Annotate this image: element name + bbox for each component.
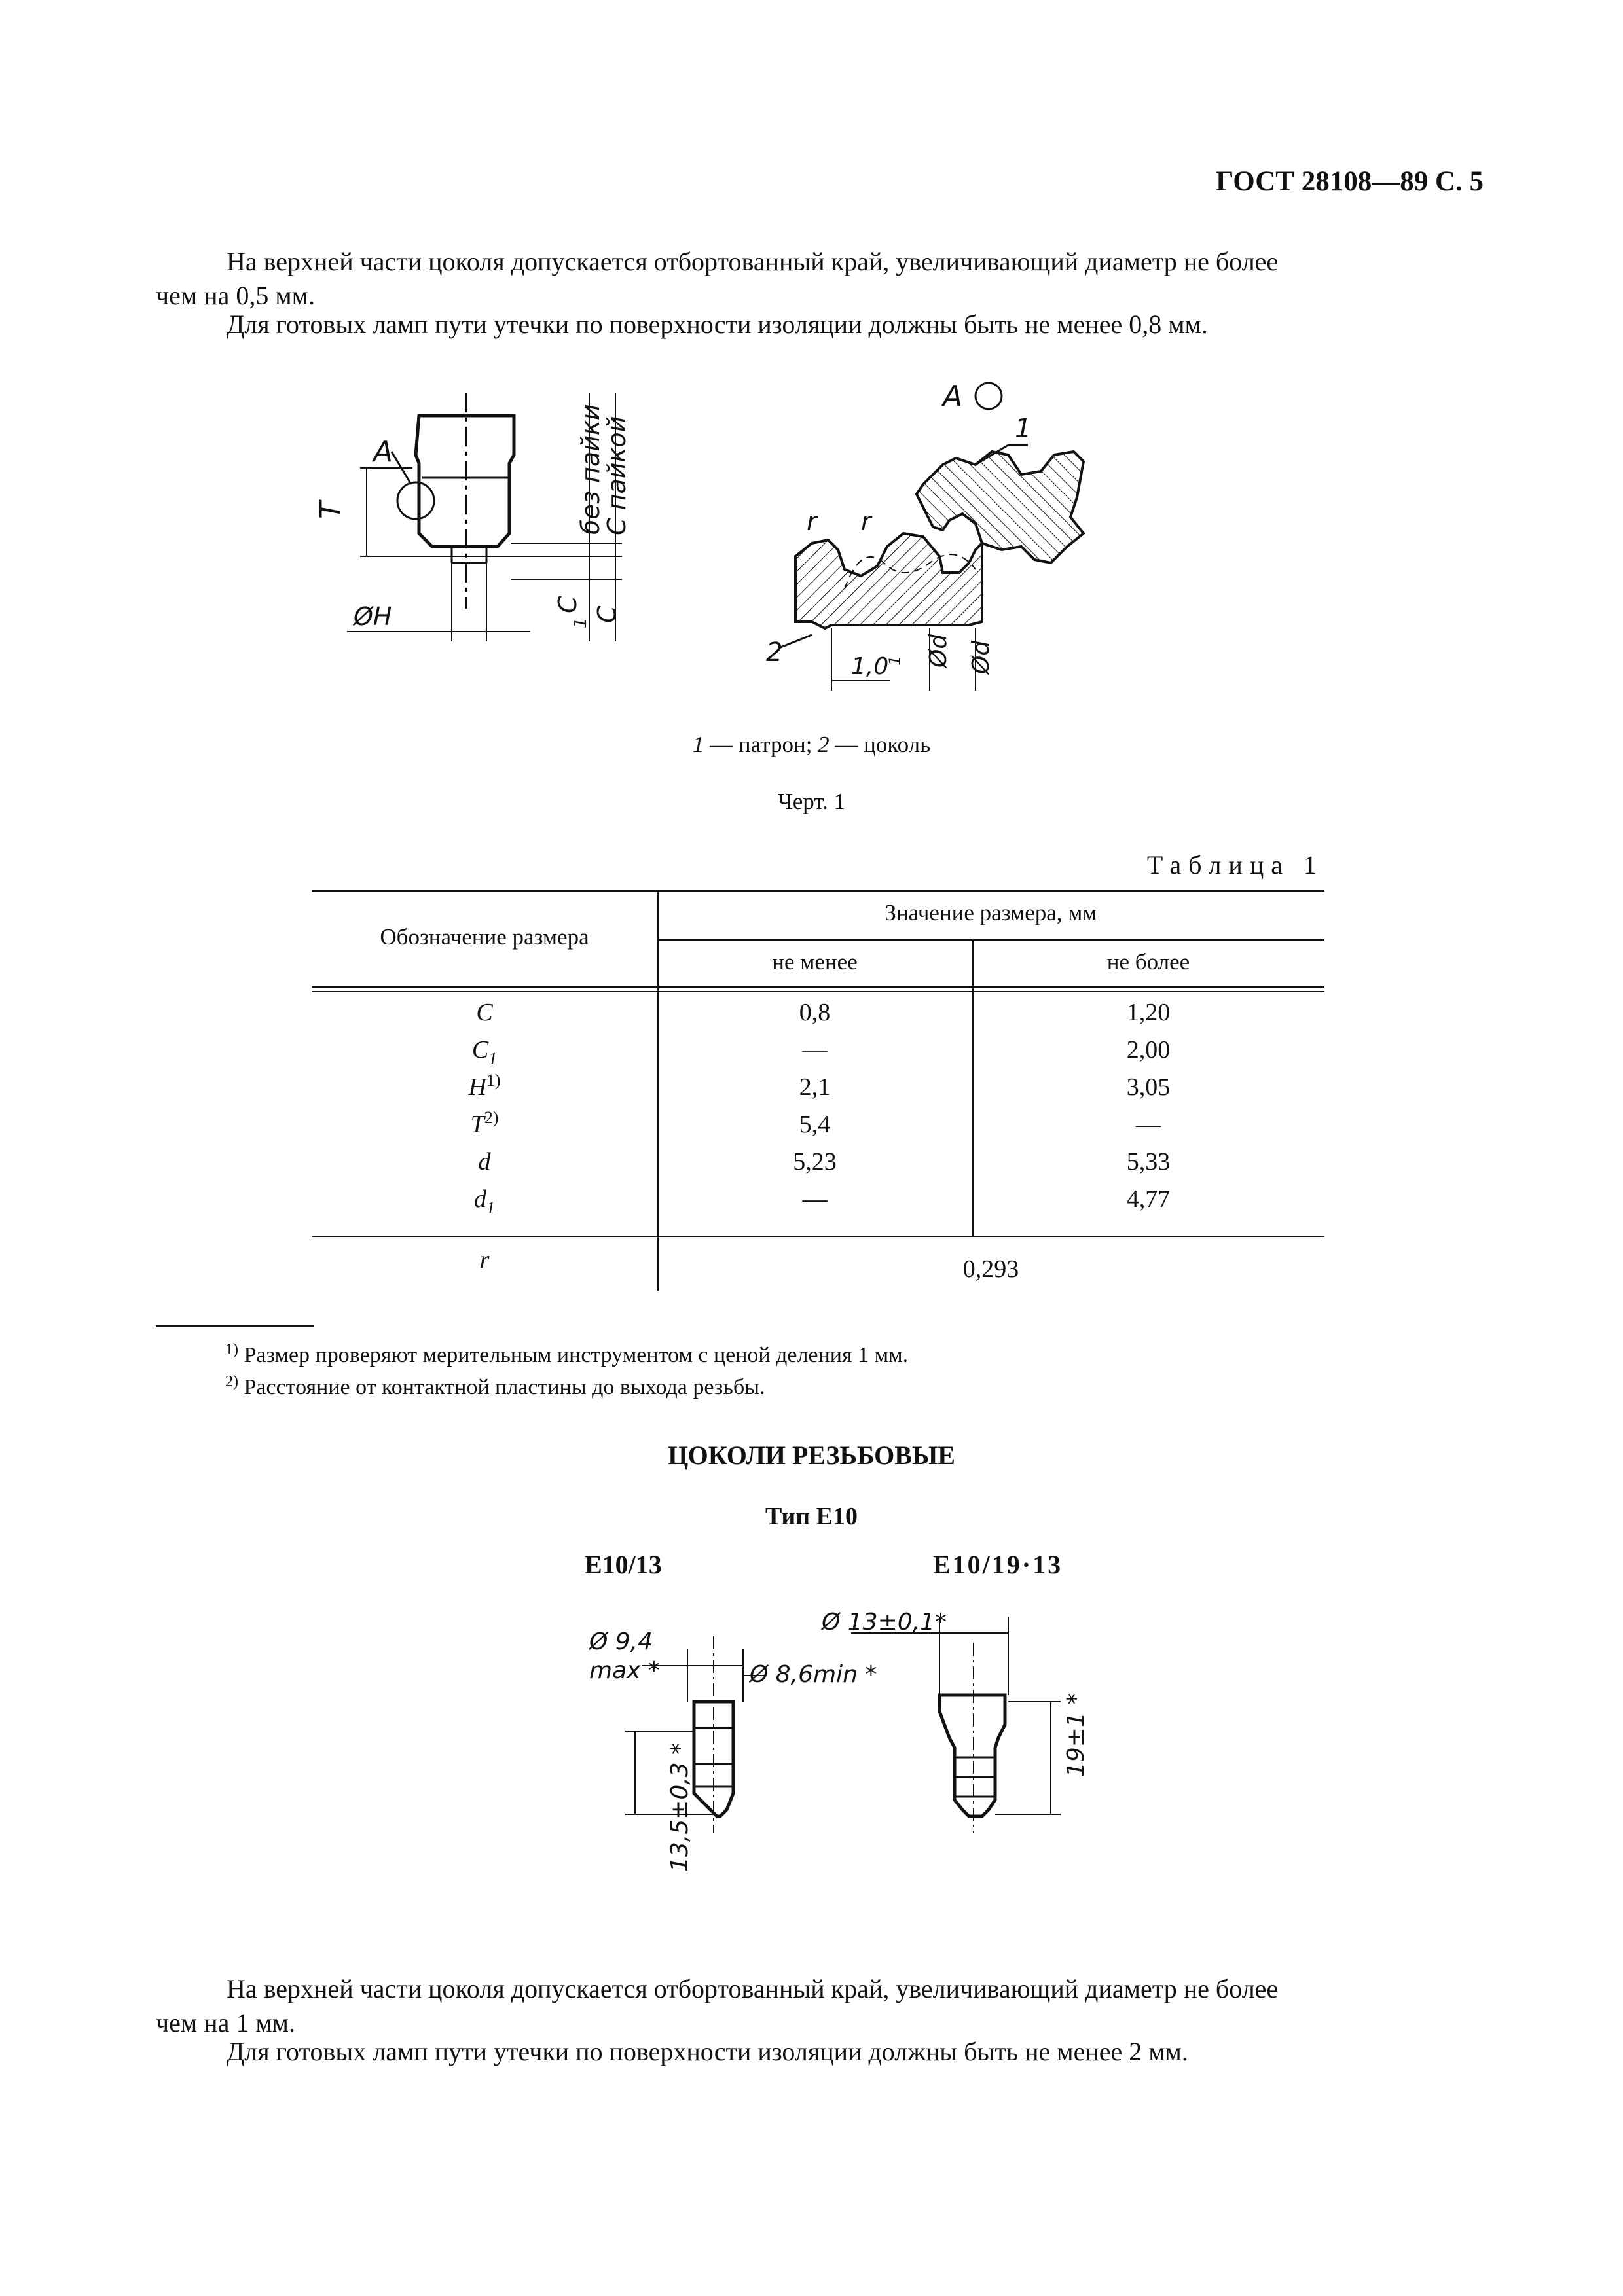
row-symbol xyxy=(312,1185,657,1217)
row-max: — xyxy=(1136,1111,1161,1138)
section-subtitle: Тип Е10 xyxy=(765,1503,858,1530)
legend-text-1: — патрон; xyxy=(704,732,818,757)
row-min: 5,4 xyxy=(799,1111,831,1138)
fig2-label-19: 19±1 * xyxy=(1063,1693,1089,1777)
intro-line-2: чем на 0,5 мм. xyxy=(156,281,315,310)
row-max: 5,33 xyxy=(1126,1148,1171,1175)
row-min: — xyxy=(802,1185,828,1213)
table-head-double-rule xyxy=(312,986,1324,992)
row-symbol xyxy=(312,1073,657,1102)
table-top-rule xyxy=(312,890,1324,892)
table-1-title: Таблица 1 xyxy=(1146,850,1324,880)
left-caption: Е10/13 xyxy=(585,1550,662,1579)
figure-1-caption: Черт. 1 xyxy=(778,789,845,814)
figure-1-legend xyxy=(0,732,1623,758)
outro-line-2: чем на 1 мм. xyxy=(156,2008,295,2037)
row-symbol xyxy=(312,1035,657,1068)
legend-num-2: 2 xyxy=(818,732,830,757)
outro-paragraph-1 xyxy=(156,1972,1485,2040)
fig1-label-t: Т xyxy=(314,501,348,519)
footnotes xyxy=(225,1340,908,1405)
fig2-label-135: 13,5±0,3 * xyxy=(666,1742,693,1872)
row-min: — xyxy=(802,1036,828,1064)
table-row xyxy=(312,998,1324,1035)
row-min: 2,1 xyxy=(799,1073,831,1101)
fig1-label-a: А xyxy=(373,435,393,469)
row-symbol xyxy=(312,998,657,1027)
intro-paragraph-1 xyxy=(156,245,1485,313)
footnote-mark: 1) xyxy=(225,1341,238,1358)
row-symbol xyxy=(312,1147,657,1176)
footnote-mark: 2) xyxy=(225,1373,238,1390)
footnote-1 xyxy=(225,1340,908,1372)
fig1-label-bez-paiki: без пайки xyxy=(576,404,605,535)
row-max: 2,00 xyxy=(1126,1036,1171,1064)
row-min: 5,23 xyxy=(793,1148,837,1175)
footnote-text: Расстояние от контактной пластины до выхода резьбы. xyxy=(244,1375,765,1399)
section-title: ЦОКОЛИ РЕЗЬБОВЫЕ xyxy=(668,1441,955,1470)
fig1-label-10: 1,0 xyxy=(851,653,889,680)
row-symbol xyxy=(312,1110,657,1139)
fig1-label-h: ØН xyxy=(354,602,392,631)
row-symbol-sub: 1 xyxy=(488,1049,498,1068)
table-col-max: не более xyxy=(1106,949,1190,975)
table-col-min: не менее xyxy=(772,949,858,975)
fig2-label-max: max * xyxy=(589,1657,660,1684)
fig2-label-d86: Ø 8,6min * xyxy=(750,1661,877,1688)
row-symbol-text: C xyxy=(471,1036,489,1064)
fig1-label-d1-sub: 1 xyxy=(886,655,904,666)
intro-line-1: На верхней части цоколя допускается отбортованный край, увеличивающий диаметр не более xyxy=(227,247,1279,276)
table-col-designation: Обозначение размера xyxy=(380,924,589,950)
figure-2-drawing xyxy=(576,1597,1100,1957)
row-max: 1,20 xyxy=(1126,999,1171,1026)
row-symbol-sup: 2) xyxy=(484,1108,499,1127)
fig1-label-detail-a: А xyxy=(943,380,963,413)
row-max: 4,77 xyxy=(1126,1185,1171,1213)
row-symbol-text: d xyxy=(478,1148,491,1175)
row-symbol-sub: 1 xyxy=(486,1198,495,1217)
row-symbol-text: d xyxy=(474,1185,486,1213)
fig1-label-c: С xyxy=(553,596,582,613)
legend-text-2: — цоколь xyxy=(829,732,931,757)
row-max: 3,05 xyxy=(1126,1073,1171,1101)
table-r-rule xyxy=(312,1236,1324,1237)
right-caption: Е10/19·13 xyxy=(933,1550,1063,1579)
table-1 xyxy=(312,890,1324,1291)
fig1-label-r2: r xyxy=(861,507,871,536)
table-row xyxy=(312,1073,1324,1110)
outro-line-1: На верхней части цоколя допускается отбортованный край, увеличивающий диаметр не более xyxy=(227,1974,1279,2003)
fig1-label-1: 1 xyxy=(1015,414,1032,444)
legend-num-1: 1 xyxy=(692,732,704,757)
row-symbol-sup: 1) xyxy=(486,1071,501,1090)
footnote-rule xyxy=(156,1325,314,1327)
table-r-value: 0,293 xyxy=(962,1255,1019,1283)
outro-paragraph-2: Для готовых ламп пути утечки по поверхности изоляции должны быть не менее 2 мм. xyxy=(227,2037,1188,2066)
fig1-label-r1: r xyxy=(807,507,817,536)
table-row xyxy=(312,1147,1324,1185)
table-col-value: Значение размера, мм xyxy=(884,900,1097,925)
fig1-label-2: 2 xyxy=(766,637,783,668)
fig1-label-d: Ød xyxy=(968,640,994,674)
fig1-label-s-paikoi: С пайкой xyxy=(602,416,631,535)
row-symbol-text: T xyxy=(470,1111,484,1138)
intro-paragraph-2: Для готовых ламп пути утечки по поверхности изоляции должны быть не менее 0,8 мм. xyxy=(227,310,1208,339)
table-row xyxy=(312,1185,1324,1222)
table-row xyxy=(312,1035,1324,1073)
fig1-label-d1: Ød xyxy=(925,634,952,668)
fig2-label-d13: Ø 13±0,1* xyxy=(822,1609,947,1636)
fig2-label-d94: Ø 9,4 xyxy=(589,1628,653,1655)
row-symbol-text: H xyxy=(468,1073,486,1101)
row-symbol-text: C xyxy=(476,999,493,1026)
figure-1-drawing xyxy=(314,367,1165,707)
table-r-symbol: r xyxy=(479,1246,490,1274)
footnote-text: Размер проверяют мерительным инструментом с ценой деления 1 мм. xyxy=(244,1343,909,1367)
table-row xyxy=(312,1110,1324,1147)
fig1-label-c1-sub: 1 xyxy=(571,617,591,628)
table-head-subrule xyxy=(657,939,1324,941)
row-min: 0,8 xyxy=(799,999,831,1026)
footnote-2 xyxy=(225,1372,908,1405)
fig1-label-c1: С xyxy=(593,605,621,623)
page-header: ГОСТ 28108—89 С. 5 xyxy=(1215,166,1484,197)
